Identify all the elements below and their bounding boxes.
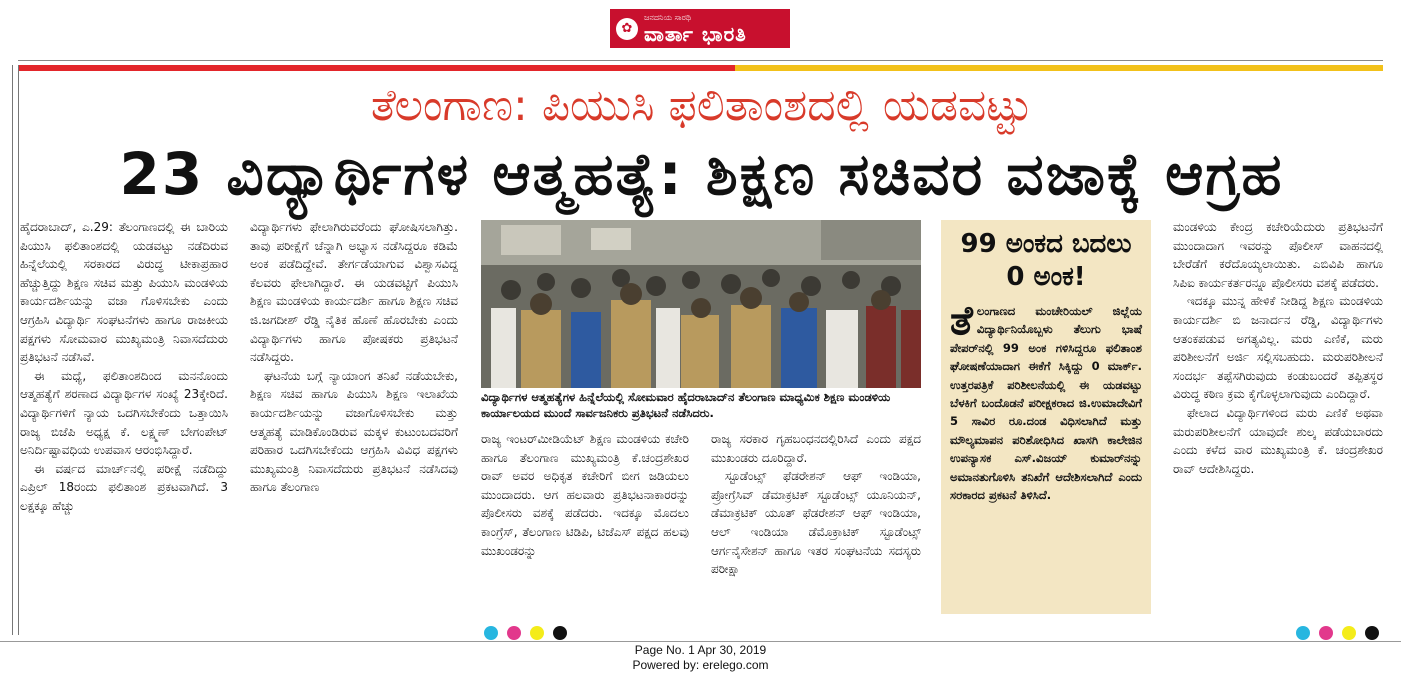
paragraph: ಇದಕ್ಕೂ ಮುನ್ನ ಹೇಳಿಕೆ ನೀಡಿದ್ದ ಶಿಕ್ಷಣ ಮಂಡಳಿಯ ಕಾರ್ಯದರ್ಶಿ ಬಿ ಜನಾರ್ದನ ರೆಡ್ಡಿ, ವಿದ್ಯಾರ್ಥಿಗಳು ಆತಂಕಪಡುವ ಅಗತ್ಯವಿಲ್ಲ. ಮರು ಎಣಿಕೆ, ಮರು ಪರಿಶೀಲನೆಗೆ ಅರ್ಜಿ ಸಲ್ಲಿಸಬಹುದು. ಮರುಪರಿಶೀಲನೆ ಸಂದರ್ಭ ತಪ್ಪೆಸಗಿರುವುದು ಕಂಡುಬಂದರೆ ತಪ್ಪಿತಸ್ಥರ ವಿರುದ್ಧ ಕಠಿಣ ಕ್ರಮ ಕೈಗೊಳ್ಳಲಾಗುವುದು ಎಂದಿದ್ದಾರೆ. xyxy=(1173,294,1383,402)
paragraph: ಸ್ಟೂಡೆಂಟ್ಸ್ ಫೆಡರೇಶನ್ ಆಫ್ ಇಂಡಿಯಾ, ಪ್ರೋಗ್ರೆಸಿವ್ ಡೆಮಾಕ್ರಟಿಕ್ ಸ್ಟೂಡೆಂಟ್ಸ್ ಯೂನಿಯನ್, ಡೆಮಾಕ್ರಟಿಕ್ ಯೂತ್ ಫೆಡರೇಶನ್ ಆಫ್ ಇಂಡಿಯಾ, ಆಲ್ ಇಂಡಿಯಾ ಡೆಮೊಕ್ರಾಟಿಕ್ ಸ್ಟೂಡೆಂಟ್ಸ್ ಆರ್ಗನೈಸೇಶನ್ ಹಾಗೂ ಇತರ ಸಂಘಟನೆಯ ಸದಸ್ಯರು ಪರೀಕ್ಷಾ xyxy=(711,469,921,577)
paragraph: ವಿದ್ಯಾರ್ಥಿಗಳು ಫೇಲಾಗಿರುವರೆಂದು ಘೋಷಿಸಲಾಗಿತ್ತು. ತಾವು ಪರೀಕ್ಷೆಗೆ ಚೆನ್ನಾಗಿ ಅಭ್ಯಾಸ ನಡೆಸಿದ್ದರೂ ಕಡಿಮೆ ಅಂಕ ಪಡೆದಿದ್ದೇವೆ. ತೇರ್ಗಡೆಯಾಗುವ ವಿಶ್ವಾಸವಿದ್ದ ಕೆಲವರು ಫೇಲಾಗಿದ್ದಾರೆ. ಈ ಯಡವಟ್ಟಿಗೆ ಪಿಯುಸಿ ಶಿಕ್ಷಣ ಮಂಡಳಿಯ ಕಾರ್ಯದರ್ಶಿ ಹಾಗೂ ಶಿಕ್ಷಣ ಸಚಿವ ಜಿ.ಜಗದೀಶ್ ರೆಡ್ಡಿ ನೈತಿಕ ಹೊಣೆ ಹೊರಬೇಕು ಎಂದು ವಿದ್ಯಾರ್ಥಿಗಳು ಹಾಗೂ ಪೋಷಕರು ಪ್ರತಿಭಟನೆ ನಡೆಸಿದ್ದರು. xyxy=(250,220,458,365)
registration-mark-cyan xyxy=(1296,626,1310,640)
paragraph: ಹೈದರಾಬಾದ್, ಎ.29: ತೆಲಂಗಾಣದಲ್ಲಿ ಈ ಬಾರಿಯ ಪಿಯುಸಿ ಫಲಿತಾಂಶದಲ್ಲಿ ಯಡವಟ್ಟು ನಡೆದಿರುವ ಹಿನ್ನೆಲೆಯಲ್ಲಿ ಸರಕಾರದ ವಿರುದ್ಧ ಟೀಕಾಪ್ರಹಾರ ಹೆಚ್ಚುತ್ತಿದ್ದು ಶಿಕ್ಷಣ ಸಚಿವ ಮತ್ತು ಪಿಯುಸಿ ಮಂಡಳಿಯ ಕಾರ್ಯದರ್ಶಿಯನ್ನು ವಜಾ ಗೊಳಿಸಬೇಕು ಎಂದು ಆಗ್ರಹಿಸಿ ವಿದ್ಯಾರ್ಥಿ ಸಂಘಟನೆಗಳು ಹಾಗೂ ರಾಜಕೀಯ ಪಕ್ಷಗಳು ಸೋಮವಾರ ಮುಖ್ಯಮಂತ್ರಿ ನಿವಾಸದೆದುರು ಪ್ರತಿಭಟನೆ ನಡೆಸಿವೆ. xyxy=(20,220,228,365)
paragraph: ಈ ವರ್ಷದ ಮಾರ್ಚ್‌ನಲ್ಲಿ ಪರೀಕ್ಷೆ ನಡೆದಿದ್ದು ಎಪ್ರಿಲ್ 18ರಂದು ಫಲಿತಾಂಶ ಪ್ರಕಟವಾಗಿದೆ. 3 ಲಕ್ಷಕ್ಕೂ ಹೆಚ್ಚು xyxy=(20,461,228,513)
paragraph: ಘಟನೆಯ ಬಗ್ಗೆ ನ್ಯಾಯಾಂಗ ತನಿಖೆ ನಡೆಯಬೇಕು, ಶಿಕ್ಷಣ ಸಚಿವ ಹಾಗೂ ಪಿಯುಸಿ ಶಿಕ್ಷಣ ಇಲಾಖೆಯ ಕಾರ್ಯದರ್ಶಿಯನ್ನು ವಜಾಗೊಳಿಸಬೇಕು ಮತ್ತು ಆತ್ಮಹತ್ಯೆ ಮಾಡಿಕೊಂಡಿರುವ ಮಕ್ಕಳ ಕುಟುಂಬದವರಿಗೆ ಪರಿಹಾರ ಒದಗಿಸಬೇಕೆಂದು ಆಗ್ರಹಿಸಿ ವಿವಿಧ ಪಕ್ಷಗಳು ಮುಖ್ಯಮಂತ್ರಿ ನಿವಾಸದೆದುರು ಪ್ರತಿಭಟನೆ ನಡೆಸಿದವು ಹಾಗೂ ತೆಲಂಗಾಣ xyxy=(250,368,458,495)
masthead-logo[interactable] xyxy=(610,9,790,48)
article-headline: 23 ವಿದ್ಯಾರ್ಥಿಗಳ ಆತ್ಮಹತ್ಯೆ: ಶಿಕ್ಷಣ ಸಚಿವರ ವಜಾಕ್ಕೆ ಆಗ್ರಹ xyxy=(119,140,1284,208)
masthead-name: ವಾರ್ತಾ ಭಾರತಿ xyxy=(644,21,747,46)
registration-mark-magenta xyxy=(507,626,521,640)
box-text: ಲಂಗಾಣದ ಮಂಚೇರಿಯಲ್ ಜಿಲ್ಲೆಯ ವಿದ್ಯಾರ್ಥಿನಿಯೊಬ್ಬಳು ತೆಲುಗು ಭಾಷೆ ಪೇಪರ್‌ನಲ್ಲಿ 99 ಅಂಕ ಗಳಿಸಿದ್ದರೂ ಫಲಿತಾಂಶ ಘೋಷಣೆಯಾದಾಗ ಈಕೆಗೆ ಸಿಕ್ಕಿದ್ದು 0 ಮಾರ್ಕ್. ಉತ್ತರಪತ್ರಿಕೆ ಪರಿಶೀಲನೆಯಲ್ಲಿ ಈ ಯಡವಟ್ಟು ಬೆಳಕಿಗೆ ಬಂದೊಡನೆ ಪರೀಕ್ಷಕರಾದ ಜಿ.ಉಮಾದೇವಿಗೆ 5 ಸಾವಿರ ರೂ.ದಂಡ ವಿಧಿಸಲಾಗಿದೆ ಮತ್ತು ಮೌಲ್ಯಮಾಪನ ಪರಿಶೋಧಿಸಿದ ಖಾಸಗಿ ಕಾಲೇಜಿನ ಉಪನ್ಯಾಸಕ ಎಸ್.ವಿಜಯ್ ಕುಮಾರ್‌ನನ್ನು ಅಮಾನತುಗೊಳಿಸಿ ತನಿಖೆಗೆ ಆದೇಶಿಸಲಾಗಿದೆ ಎಂದು ಸರಕಾರದ ಪ್ರಕಟನೆ ತಿಳಿಸಿದೆ. xyxy=(950,304,1142,503)
article-column-3 xyxy=(481,430,689,620)
paragraph: ರಾಜ್ಯ ಇಂಟರ್‌ಮೀಡಿಯೆಟ್ ಶಿಕ್ಷಣ ಮಂಡಳಿಯ ಕಚೇರಿ ಹಾಗೂ ತೆಲಂಗಾಣ ಮುಖ್ಯಮಂತ್ರಿ ಕೆ.ಚಂದ್ರಶೇಖರ ರಾವ್ ಅವರ ಅಧಿಕೃತ ಕಚೇರಿಗೆ ಬೀಗ ಜಡಿಯಲು ಮುಂದಾದರು. ಆಗ ಹಲವಾರು ಪ್ರತಿಭಟನಾಕಾರರನ್ನು ಪೊಲೀಸರು ವಶಕ್ಕೆ ಪಡೆದರು. ಇದಕ್ಕೂ ಮೊದಲು ಕಾಂಗ್ರೆಸ್, ತೆಲಂಗಾಣ ಟಿಡಿಪಿ, ಟಿಜೆಎಸ್ ಪಕ್ಷದ ಹಲವು ಮುಖಂಡರನ್ನು xyxy=(481,432,689,558)
lotus-icon: ✿ xyxy=(616,18,638,40)
registration-mark-cyan xyxy=(484,626,498,640)
paragraph: ರಾಜ್ಯ ಸರಕಾರ ಗೃಹಬಂಧನದಲ್ಲಿರಿಸಿದೆ ಎಂದು ಪಕ್ಷದ ಮುಖಂಡರು ದೂರಿದ್ದಾರೆ. xyxy=(711,432,921,465)
footer-rule xyxy=(0,641,1401,642)
margin-rule xyxy=(18,65,19,635)
color-bar-yellow xyxy=(735,65,1383,71)
registration-mark-yellow xyxy=(530,626,544,640)
box-body xyxy=(950,298,1142,504)
margin-rule xyxy=(12,65,13,635)
registration-mark-yellow xyxy=(1342,626,1356,640)
powered-by-link[interactable]: Powered by: erelego.com xyxy=(632,658,769,672)
registration-mark-black xyxy=(553,626,567,640)
registration-mark-black xyxy=(1365,626,1379,640)
color-bar-red xyxy=(18,65,735,71)
registration-mark-magenta xyxy=(1319,626,1333,640)
paragraph: ಈ ಮಧ್ಯೆ, ಫಲಿತಾಂಶದಿಂದ ಮನನೊಂದು ಆತ್ಮಹತ್ಯೆಗೆ ಶರಣಾದ ವಿದ್ಯಾರ್ಥಿಗಳ ಸಂಖ್ಯೆ 23ಕ್ಕೇರಿದೆ. ವಿದ್ಯಾರ್ಥಿಗಳಿಗೆ ನ್ಯಾಯ ಒದಗಿಸಬೇಕೆಂದು ಒತ್ತಾಯಿಸಿ ರಾಜ್ಯ ಬಿಜೆಪಿ ಅಧ್ಯಕ್ಷ ಕೆ. ಲಕ್ಷ್ಮಣ್ ಬೇಗಂಪೇಟ್ ಅನಿರ್ದಿಷ್ಟಾವಧಿಯ ಉಪವಾಸ ಆರಂಭಿಸಿದ್ದಾರೆ. xyxy=(20,368,228,458)
article-column-1 xyxy=(20,218,228,615)
photo-caption: ವಿದ್ಯಾರ್ಥಿಗಳ ಆತ್ಮಹತ್ಯೆಗಳ ಹಿನ್ನೆಲೆಯಲ್ಲಿ ಸೋಮವಾರ ಹೈದರಾಬಾದ್‌ನ ತೆಲಂಗಾಣ ಮಾಧ್ಯಮಿಕ ಶಿಕ್ಷಣ ಮಂಡಳಿಯ ಕಾರ್ಯಾಲಯದ ಮುಂದೆ ಸಾರ್ವಜನಿಕರು ಪ್ರತಿಭಟನೆ ನಡೆಸಿದರು. xyxy=(481,390,891,420)
paragraph: ಮಂಡಳಿಯ ಕೇಂದ್ರ ಕಚೇರಿಯೆದುರು ಪ್ರತಿಭಟನೆಗೆ ಮುಂದಾದಾಗ ಇವರನ್ನು ಪೊಲೀಸ್ ವಾಹನದಲ್ಲಿ ಬೇರೆಡೆಗೆ ಕರೆದೊಯ್ಯಲಾಯಿತು. ಎಬಿವಿಪಿ ಹಾಗೂ ಸಿಪಿಐ ಕಾರ್ಯಕರ್ತರನ್ನೂ ಪೊಲೀಸರು ವಶಕ್ಕೆ ಪಡೆದರು. xyxy=(1173,220,1383,290)
article-column-5 xyxy=(1173,218,1383,615)
article-column-4 xyxy=(711,430,921,620)
page-info: Page No. 1 Apr 30, 2019 xyxy=(634,643,767,657)
paragraph: ಫೇಲಾದ ವಿದ್ಯಾರ್ಥಿಗಳಿಂದ ಮರು ಎಣಿಕೆ ಅಥವಾ ಮರುಪರಿಶೀಲನೆಗೆ ಯಾವುದೇ ಶುಲ್ಕ ಪಡೆಯಬಾರದು ಎಂದು ಕಳೆದ ವಾರ ಮುಖ್ಯಮಂತ್ರಿ ಕೆ. ಚಂದ್ರಶೇಖರ ರಾವ್ ಆದೇಶಿಸಿದ್ದರು. xyxy=(1173,405,1383,476)
top-rule xyxy=(18,60,1383,61)
article-kicker: ತೆಲಂಗಾಣ: ಪಿಯುಸಿ ಫಲಿತಾಂಶದಲ್ಲಿ ಯಡವಟ್ಟು xyxy=(370,80,1033,131)
protest-photo-image xyxy=(481,220,921,388)
masthead-tagline: ಜನದನಿಯ ಸಾರಥಿ xyxy=(644,12,692,22)
article-column-2 xyxy=(250,218,458,615)
protest-photo[interactable] xyxy=(481,220,921,388)
box-title: 99 ಅಂಕದ ಬದಲು 0 ಅಂಕ! xyxy=(960,229,1132,292)
drop-cap: ತೆ xyxy=(950,298,973,344)
sidebar-box xyxy=(941,220,1151,614)
